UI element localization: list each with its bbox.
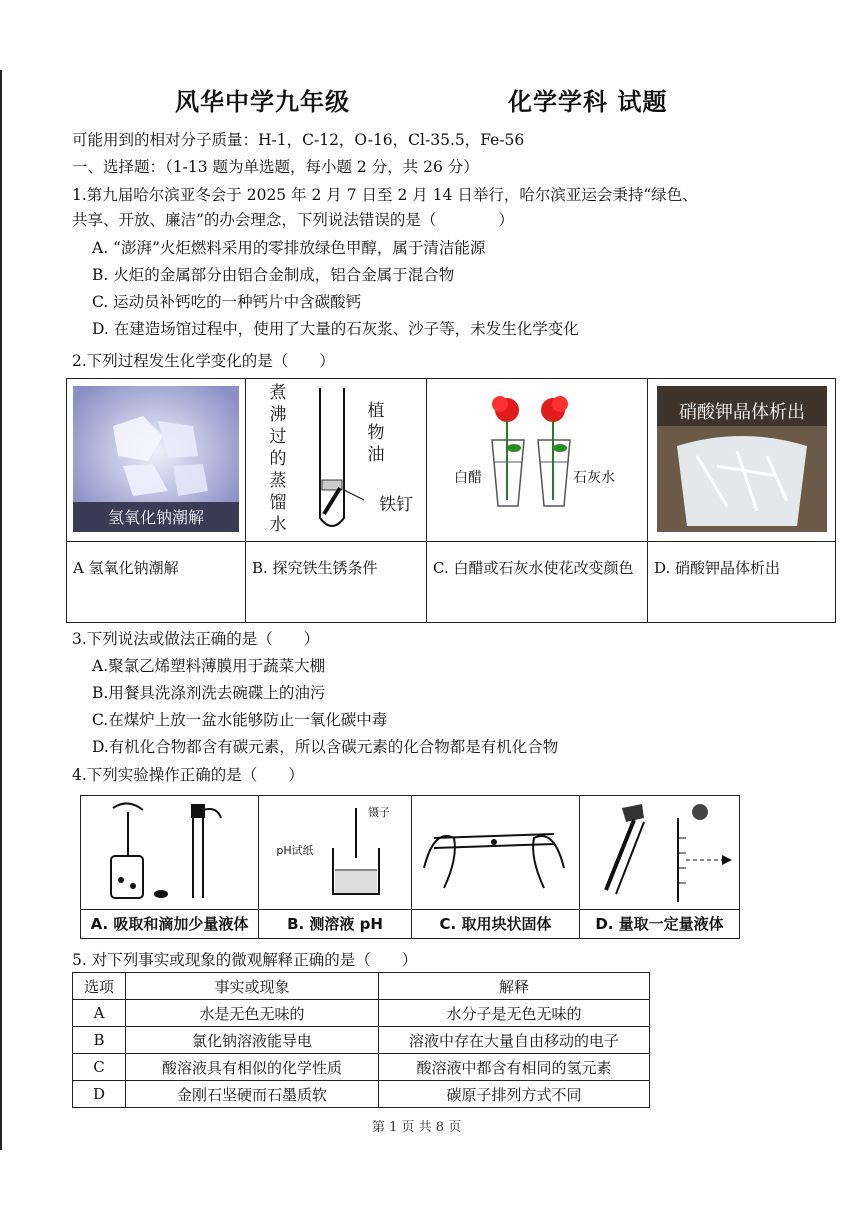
b-right-char-2: 物 bbox=[367, 423, 385, 443]
ph-test-illustration bbox=[261, 798, 407, 906]
q2-image-c bbox=[427, 379, 648, 542]
flowers-in-glasses bbox=[432, 380, 642, 530]
q2-caption-d: D. 硝酸钾晶体析出 bbox=[648, 542, 836, 623]
q5-row-d-option: D bbox=[73, 1081, 126, 1108]
naoh-photo-label: 氢氧化钠潮解 bbox=[107, 508, 205, 527]
q1-option-c: C. 运动员补钙吃的一种钙片中含碳酸钙 bbox=[92, 293, 362, 311]
b-right-char-1: 植 bbox=[367, 401, 385, 421]
q4-caption-d: D. 量取一定量液体 bbox=[580, 909, 739, 938]
q1-option-a: A. “澎湃”火炬燃料采用的零排放绿色甲醇，属于清洁能源 bbox=[92, 239, 486, 257]
q2-caption-b: B. 探究铁生锈条件 bbox=[246, 542, 427, 623]
q5-row-c-explanation: 酸溶液中都含有相同的氢元素 bbox=[379, 1054, 650, 1081]
q4-stem: 4.下列实验操作正确的是（ ） bbox=[72, 766, 304, 784]
school-grade-title: 风华中学九年级 bbox=[175, 88, 350, 116]
solid-tube-illustration bbox=[414, 798, 574, 906]
q1-stem-line1: 1.第九届哈尔滨亚冬会于 2025 年 2 月 7 日至 2 月 14 日举行，哈尔滨亚运会秉持“绿色、 bbox=[72, 186, 698, 204]
q2-image-d bbox=[648, 379, 836, 542]
q3-option-b: B.用餐具洗涤剂洗去碗碟上的油污 bbox=[92, 684, 326, 702]
q4-option-d bbox=[580, 796, 740, 939]
q5-row-b-option: B bbox=[73, 1027, 126, 1054]
q5-row-b-explanation: 溶液中存在大量自由移动的电子 bbox=[379, 1027, 650, 1054]
b-left-char-3: 过 bbox=[269, 427, 287, 447]
q5-row-d-fact: 金刚石坚硬而石墨质软 bbox=[126, 1081, 379, 1108]
b-left-char-6: 馏 bbox=[269, 493, 287, 513]
cylinder-reading-illustration bbox=[582, 798, 742, 906]
b-left-char-4: 的 bbox=[269, 449, 287, 469]
c-vinegar-label: 白醋 bbox=[454, 470, 482, 486]
ph-paper-label: pH试纸 bbox=[276, 844, 314, 857]
subject-title: 化学学科 试题 bbox=[508, 88, 668, 116]
tweezers-label: 镊子 bbox=[368, 806, 390, 819]
q4-caption-a: A. 吸取和滴加少量液体 bbox=[81, 909, 258, 938]
naoh-photo bbox=[73, 386, 239, 532]
q4-option-c bbox=[412, 796, 580, 939]
kno3-crystal-photo bbox=[657, 386, 827, 532]
q5-row-a-option: A bbox=[73, 1000, 126, 1027]
q2-options-table bbox=[66, 378, 836, 623]
q1-option-d: D. 在建造场馆过程中，使用了大量的石灰浆、沙子等，未发生化学变化 bbox=[92, 320, 579, 338]
q5-row-a-fact: 水是无色无味的 bbox=[126, 1000, 379, 1027]
q4-option-a bbox=[81, 796, 259, 939]
q2-image-b bbox=[246, 379, 427, 542]
q5-header-fact: 事实或现象 bbox=[126, 973, 379, 1000]
b-left-char-1: 煮 bbox=[269, 383, 287, 403]
q3-stem: 3.下列说法或做法正确的是（ ） bbox=[72, 630, 320, 648]
b-left-char-5: 蒸 bbox=[269, 471, 287, 491]
q5-table bbox=[72, 972, 650, 1108]
q2-image-a bbox=[67, 379, 246, 542]
q4-caption-b: B. 测溶液 pH bbox=[259, 909, 411, 938]
b-right-char-3: 油 bbox=[367, 445, 385, 465]
q3-option-c: C.在煤炉上放一盆水能够防止一氧化碳中毒 bbox=[92, 711, 388, 729]
iron-rust-test-tube bbox=[248, 380, 424, 536]
b-left-char-2: 沸 bbox=[269, 405, 287, 425]
b-left-char-7: 水 bbox=[269, 515, 287, 535]
page-edge-line bbox=[0, 70, 2, 1150]
q5-row-c-fact: 酸溶液具有相似的化学性质 bbox=[126, 1054, 379, 1081]
q3-option-a: A.聚氯乙烯塑料薄膜用于蔬菜大棚 bbox=[92, 657, 326, 675]
kno3-photo-label: 硝酸钾晶体析出 bbox=[678, 402, 805, 423]
q2-caption-a: A 氢氧化钠潮解 bbox=[67, 542, 246, 623]
q1-option-b: B. 火炬的金属部分由铝合金制成，铝合金属于混合物 bbox=[92, 266, 455, 284]
q5-row-a-explanation: 水分子是无色无味的 bbox=[379, 1000, 650, 1027]
q2-stem: 2.下列过程发生化学变化的是（ ） bbox=[72, 352, 335, 370]
q4-caption-c: C. 取用块状固体 bbox=[412, 909, 579, 938]
q5-row-c-option: C bbox=[73, 1054, 126, 1081]
page-footer: 第 1 页 共 8 页 bbox=[372, 1120, 462, 1135]
q5-row-d-explanation: 碳原子排列方式不同 bbox=[379, 1081, 650, 1108]
q5-row-b-fact: 氯化钠溶液能导电 bbox=[126, 1027, 379, 1054]
b-nail-label: 铁钉 bbox=[379, 495, 413, 515]
atomic-masses: 可能用到的相对分子质量：H-1，C-12，O-16，Cl-35.5，Fe-56 bbox=[72, 131, 525, 149]
q4-options-table bbox=[80, 795, 740, 939]
c-limewater-label: 石灰水 bbox=[573, 470, 615, 486]
q3-option-d: D.有机化合物都含有碳元素，所以含碳元素的化合物都是有机化合物 bbox=[92, 738, 559, 756]
q2-caption-c: C. 白醋或石灰水使花改变颜色 bbox=[427, 542, 648, 623]
q5-header-option: 选项 bbox=[73, 973, 126, 1000]
q5-header-explanation: 解释 bbox=[379, 973, 650, 1000]
section-heading: 一、选择题：（1-13 题为单选题，每小题 2 分，共 26 分） bbox=[72, 158, 479, 176]
dropper-illustration bbox=[83, 798, 253, 906]
q1-stem-line2: 共享、开放、廉洁”的办会理念，下列说法错误的是（ ） bbox=[72, 211, 514, 229]
q5-stem: 5. 对下列事实或现象的微观解释正确的是（ ） bbox=[72, 951, 418, 969]
q4-option-b bbox=[259, 796, 412, 939]
